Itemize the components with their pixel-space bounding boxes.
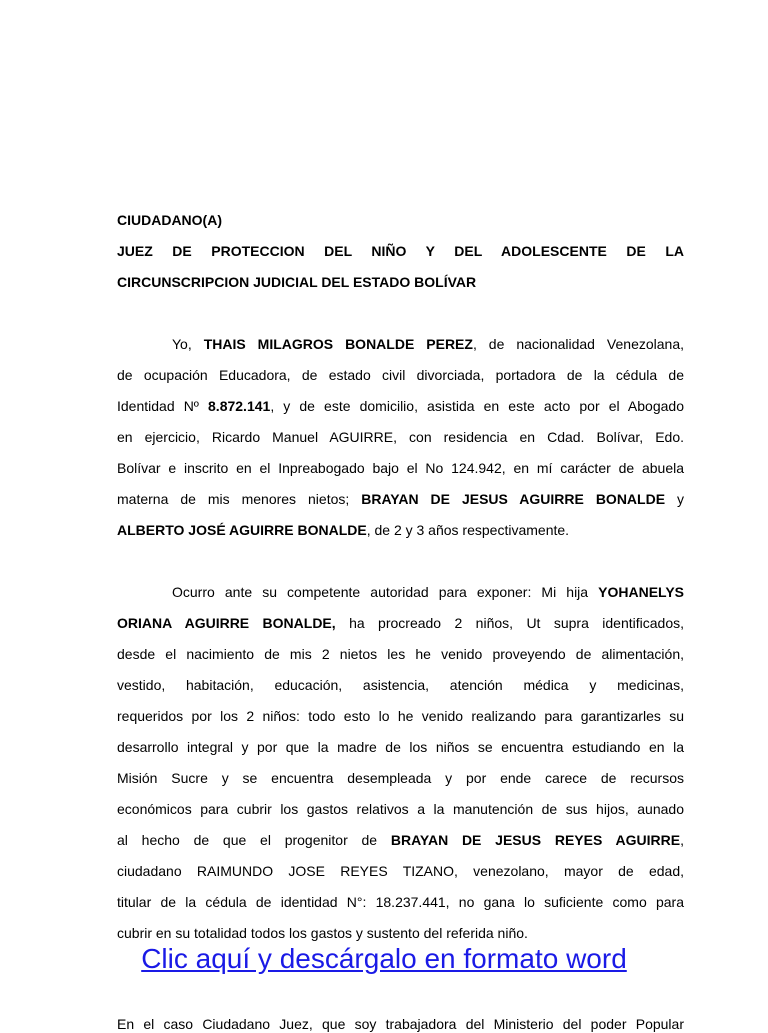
- id-number: 8.872.141: [208, 398, 271, 414]
- child-name: BRAYAN DE JESUS REYES AGUIRRE: [390, 832, 681, 848]
- paragraph1-line: de ocupación Educadora, de estado civil divorciada, portadora de la cédula de: [117, 367, 684, 383]
- text: , de 2 y 3 años respectivamente.: [366, 522, 570, 538]
- court-heading-line-1: JUEZ DE PROTECCION DEL NIÑO Y DEL ADOLESCENTE DE LA: [117, 243, 684, 259]
- petitioner-name: THAIS MILAGROS BONALDE PEREZ: [203, 336, 473, 352]
- paragraph2-line: desde el nacimiento de mis 2 nietos les he venido proveyendo de alimentación,: [117, 646, 684, 662]
- paragraph1-line: Bolívar e inscrito en el Inpreabogado bajo el No 124.942, en mí carácter de abuela: [117, 460, 684, 476]
- text: al hecho de que el progenitor de: [117, 832, 391, 848]
- paragraph2-line: cubrir en su totalidad todos los gastos y sustento del referida niño.: [117, 925, 528, 941]
- paragraph1-line: [117, 398, 684, 415]
- court-heading-line-2: CIRCUNSCRIPCION JUDICIAL DEL ESTADO BOLÍVAR: [117, 274, 477, 290]
- paragraph2-line: [117, 832, 684, 849]
- paragraph2-line: requeridos por los 2 niños: todo esto lo he venido realizando para garantizarles su: [117, 708, 684, 724]
- paragraph2-line: ciudadano RAIMUNDO JOSE REYES TIZANO, venezolano, mayor de edad,: [117, 863, 684, 879]
- addressee-heading: CIUDADANO(A): [117, 212, 222, 228]
- download-word-link[interactable]: Clic aquí y descárgalo en formato word: [141, 943, 627, 974]
- paragraph2-line: vestido, habitación, educación, asistencia, atención médica y medicinas,: [117, 677, 684, 693]
- daughter-name: ORIANA AGUIRRE BONALDE,: [117, 615, 336, 631]
- paragraph2-line: Misión Sucre y se encuentra desempleada y por ende carece de recursos: [117, 770, 684, 786]
- text: , de nacionalidad Venezolana,: [472, 336, 685, 352]
- text: y: [665, 491, 685, 507]
- paragraph2-line: económicos para cubrir los gastos relativos a la manutención de sus hijos, aunado: [117, 801, 684, 817]
- paragraph2-line: titular de la cédula de identidad N°: 18.237.441, no gana lo suficiente como para: [117, 894, 684, 910]
- text: Identidad Nº: [117, 398, 209, 414]
- paragraph2-line: [172, 584, 684, 601]
- paragraph2-line: [117, 615, 684, 632]
- paragraph2-line: desarrollo integral y por que la madre de los niños se encuentra estudiando en la: [117, 739, 684, 755]
- text: ha procreado 2 niños, Ut supra identificados,: [335, 615, 684, 631]
- paragraph1-line: [172, 336, 684, 353]
- grandchild-name: BRAYAN DE JESUS AGUIRRE BONALDE: [361, 491, 666, 507]
- text: materna de mis menores nietos;: [117, 491, 362, 507]
- paragraph1-line: en ejercicio, Ricardo Manuel AGUIRRE, con residencia en Cdad. Bolívar, Edo.: [117, 429, 684, 445]
- daughter-name: YOHANELYS: [598, 584, 684, 600]
- grandchild-name: ALBERTO JOSÉ AGUIRRE BONALDE: [117, 522, 367, 538]
- paragraph1-line: [117, 491, 684, 508]
- text: Ocurro ante su competente autoridad para exponer: Mi hija: [172, 584, 599, 600]
- text: , y de este domicilio, asistida en este acto por el Abogado: [270, 398, 684, 414]
- text: Yo,: [172, 336, 204, 352]
- paragraph1-line: [117, 522, 684, 539]
- cut-off-line: En el caso Ciudadano Juez, que soy trabajadora del Ministerio del poder Popular: [117, 1016, 684, 1032]
- text: ,: [680, 832, 684, 848]
